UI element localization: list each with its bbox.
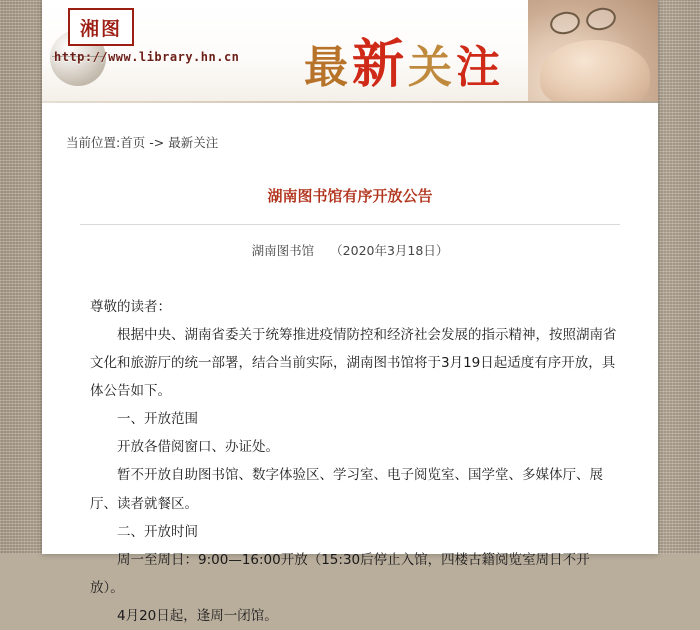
article-paragraph: 暂不开放自助图书馆、数字体验区、学习室、电子阅览室、国学堂、多媒体厅、展厅、读者就餐区。	[90, 467, 603, 512]
article-paragraph: 二、开放时间	[117, 523, 198, 540]
page-content	[42, 0, 658, 624]
breadcrumb-separator: ->	[149, 135, 165, 150]
banner-photo	[528, 0, 658, 103]
article-paragraph: 开放各借阅窗口、办证处。	[117, 439, 279, 456]
document-source: 湖南图书馆	[251, 243, 315, 258]
banner-title-char-2: 新	[352, 34, 409, 95]
banner-title-char-1: 最	[304, 42, 352, 93]
breadcrumb-prefix: 当前位置:	[66, 135, 121, 150]
site-url: http://www.library.hn.cn	[54, 50, 240, 64]
site-logo[interactable]	[42, 0, 240, 88]
document-date: （2020年3月18日）	[330, 243, 449, 258]
article-paragraph: 4月20日起，逢周一闭馆。	[117, 607, 278, 624]
site-banner	[42, 0, 658, 103]
breadcrumb	[66, 133, 658, 151]
article-paragraph: 周一至周日：9:00—16:00开放（15:30后停止入馆，四楼古籍阅览室周日不开放）。	[90, 551, 590, 596]
banner-title-char-4: 注	[456, 42, 505, 93]
article-paragraph: 尊敬的读者：	[90, 299, 171, 315]
banner-title	[304, 22, 504, 97]
breadcrumb-home-link[interactable]: 首页	[120, 135, 146, 150]
article-paragraph: 根据中央、湖南省委关于统筹推进疫情防控和经济社会发展的指示精神，按照湖南省文化和旅游厅的统一部署，结合当前实际，湖南图书馆将于3月19日起适度有序开放，具体公告如下。	[90, 327, 617, 400]
article-body	[90, 293, 618, 630]
title-divider	[80, 224, 620, 225]
logo-mark: 湘图	[68, 8, 134, 46]
banner-title-char-3: 关	[408, 42, 457, 93]
banner-divider	[42, 101, 658, 103]
document-meta	[42, 241, 658, 259]
hands-shape	[540, 40, 650, 103]
breadcrumb-current: 最新关注	[168, 135, 219, 150]
article-paragraph: 一、开放范围	[117, 411, 198, 428]
page-title: 湖南图书馆有序开放公告	[267, 187, 433, 205]
